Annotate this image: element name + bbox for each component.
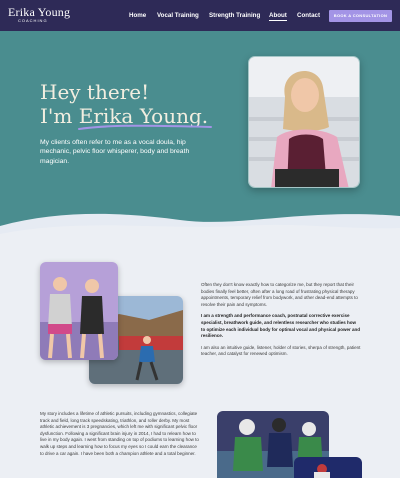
site-header xyxy=(0,0,400,31)
nav-about[interactable]: About xyxy=(269,12,287,19)
title-prefix: I'm xyxy=(40,104,73,128)
bio-text xyxy=(201,282,361,363)
wave-divider xyxy=(0,200,400,260)
title-line-1: Hey there! xyxy=(40,80,150,104)
book-consultation-button[interactable]: BOOK A CONSULTATION xyxy=(329,10,392,22)
title-name: Erika Young xyxy=(78,104,202,128)
bio-paragraph-3: I am also an intuitive guide, listener, holder of stories, sherpa of strength, patient teacher, and catalyst for renewed optimism. xyxy=(201,344,361,357)
nav-home[interactable]: Home xyxy=(129,12,147,19)
title-period: . xyxy=(201,104,209,128)
logo-name: Erika Young xyxy=(8,5,71,19)
bio-paragraph-1: Often they don't know exactly how to categorize me, but they report that their bodies finally feel better, often after a long road of frustrating physical therapy appointments, temporary relief from bodywork, and other dead-end attempts to resolve their pain and symptoms. xyxy=(201,282,358,307)
portrait-photo xyxy=(248,56,360,188)
athletes-photo xyxy=(40,262,118,360)
nav-contact[interactable]: Contact xyxy=(297,12,321,19)
title-name-wrap xyxy=(79,104,202,128)
underline-swash xyxy=(77,124,213,132)
team-photo xyxy=(294,457,362,478)
story-text: My story includes a lifetime of athletic pursuits, including gymnastics, collegiate track and field, long track speedskating, triathlon, and roller derby. My most athletic achievement is 3 pregnancies, which left me with significant pelvic floor dysfunction. Following a significant brain injury in 2014, I had to relearn how to live in my body again. I went from standing on top of podiums to learning how to walk up steps and learning how to focus my eyes so I could earn the clearance to drive a car again. I have been both a champion athlete and a total beginner. xyxy=(40,411,199,456)
hero-subtitle: My clients often refer to me as a vocal doula, hip mechanic, pelvic floor whisperer, body and breath magician. xyxy=(40,139,190,165)
nav-vocal-training[interactable]: Vocal Training xyxy=(157,12,199,19)
page-title xyxy=(40,80,208,128)
nav-strength-training[interactable]: Strength Training xyxy=(209,12,261,19)
title-line-2 xyxy=(40,104,208,128)
logo[interactable] xyxy=(8,6,70,24)
logo-sub: COACHING xyxy=(18,18,48,23)
bio-paragraph-2: I am a strength and performance coach, postnatal corrective exercise specialist, breathwork guide, and relentless researcher who studies how to optimize each individual body for optimal vocal and physical power and resilience. xyxy=(201,313,361,339)
